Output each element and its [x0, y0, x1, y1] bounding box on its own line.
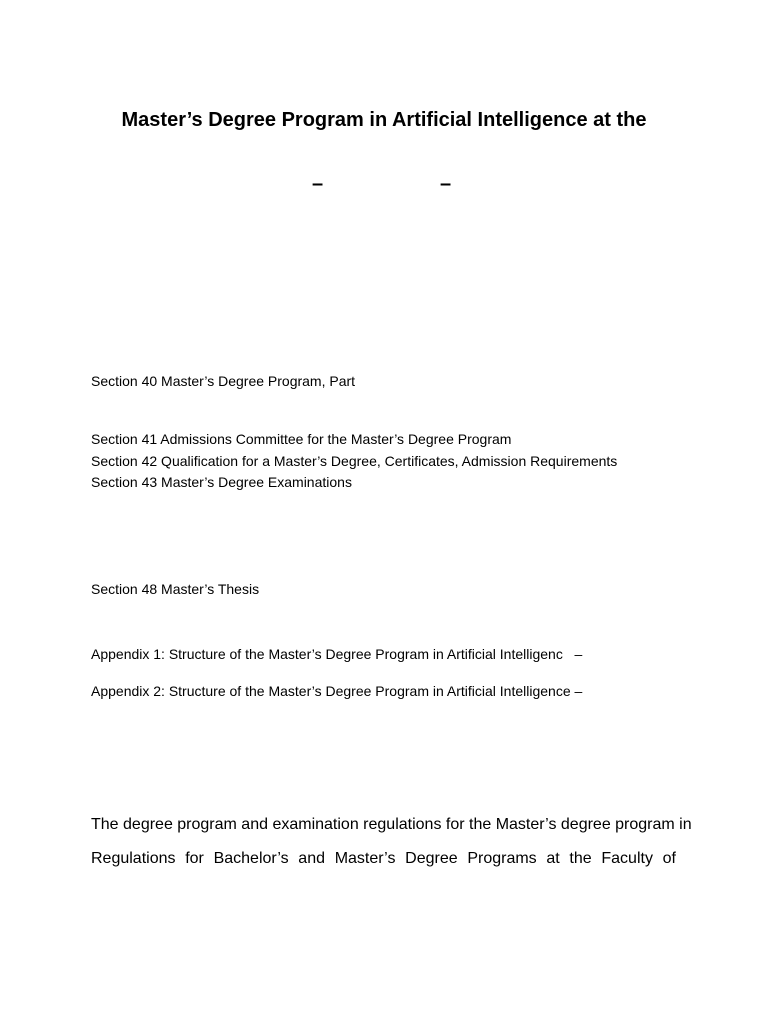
- toc-appendix-1: Appendix 1: Structure of the Master’s Degree Program in Artificial Intelligenc –: [91, 646, 583, 662]
- subtitle-dash-right: –: [440, 173, 452, 195]
- document-title: Master’s Degree Program in Artificial Intelligence at the: [121, 109, 647, 131]
- body-paragraph-line-1: The degree program and examination regulations for the Master’s degree program in: [91, 816, 692, 833]
- toc-section-43: Section 43 Master’s Degree Examinations: [91, 474, 352, 490]
- toc-section-42: Section 42 Qualification for a Master’s Degree, Certificates, Admission Requirements: [91, 453, 618, 469]
- subtitle-dash-left: –: [312, 173, 324, 195]
- toc-appendix-2: Appendix 2: Structure of the Master’s Degree Program in Artificial Intelligence –: [91, 683, 583, 699]
- body-paragraph-line-2: Regulations for Bachelor’s and Master’s Degree Programs at the Faculty of: [91, 850, 676, 867]
- toc-section-41: Section 41 Admissions Committee for the Master’s Degree Program: [91, 431, 512, 447]
- toc-section-48: Section 48 Master’s Thesis: [91, 581, 260, 597]
- toc-section-40: Section 40 Master’s Degree Program, Part: [91, 373, 356, 389]
